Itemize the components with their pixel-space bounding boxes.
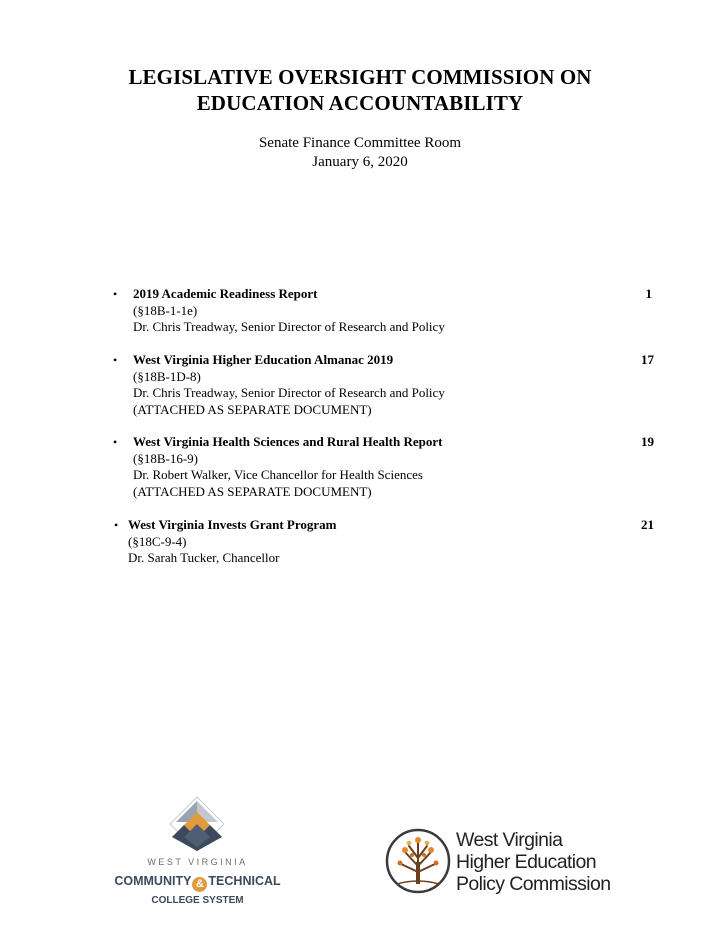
agenda-item-page: 19: [641, 434, 654, 449]
mountain-icon: [100, 795, 295, 855]
agenda-item-page: 21: [641, 517, 654, 532]
title-line-2: EDUCATION ACCOUNTABILITY: [196, 91, 524, 115]
hepc-line-3: Policy Commission: [456, 873, 611, 895]
ctcs-system: COLLEGE SYSTEM: [151, 895, 244, 906]
ctcs-logo: [100, 795, 295, 917]
agenda-item-statute: (§18B-1-1e): [133, 302, 198, 318]
ctcs-state: WEST VIRGINIA: [147, 857, 248, 867]
agenda-item-body: [133, 286, 445, 336]
agenda-item-body: [128, 517, 336, 567]
ctcs-technical: TECHNICAL: [208, 874, 281, 888]
title-line-1: LEGISLATIVE OVERSIGHT COMMISSION ON: [128, 65, 592, 89]
meeting-date: January 6, 2020: [312, 154, 408, 170]
agenda-item-presenter: Dr. Chris Treadway, Senior Director of Research and Policy: [133, 385, 445, 400]
agenda-item-title: West Virginia Invests Grant Program: [128, 517, 337, 532]
agenda-item-presenter: Dr. Robert Walker, Vice Chancellor for Health Sciences: [133, 467, 423, 482]
agenda-item-body: [133, 434, 442, 500]
agenda-item-statute: (§18B-16-9): [133, 450, 198, 466]
agenda-item-note: (ATTACHED AS SEPARATE DOCUMENT): [133, 483, 372, 499]
bullet-icon: •: [113, 287, 118, 301]
agenda-item-title: West Virginia Health Sciences and Rural Health Report: [133, 434, 443, 449]
bullet-icon: •: [113, 353, 118, 367]
bullet-icon: •: [113, 435, 118, 449]
meeting-info: [0, 134, 720, 172]
document-title: [0, 64, 720, 116]
agenda-item-note: (ATTACHED AS SEPARATE DOCUMENT): [133, 401, 372, 417]
agenda-item-presenter: Dr. Sarah Tucker, Chancellor: [128, 550, 280, 565]
hepc-logo: [385, 828, 635, 898]
hepc-name: [456, 829, 611, 895]
agenda-item-statute: (§18B-1D-8): [133, 368, 201, 384]
agenda-item-statute: (§18C-9-4): [128, 533, 187, 549]
agenda-item-page: 1: [645, 286, 652, 301]
agenda-item-presenter: Dr. Chris Treadway, Senior Director of Research and Policy: [133, 319, 445, 334]
agenda-item-title: West Virginia Higher Education Almanac 2019: [133, 352, 394, 367]
agenda-item-title: 2019 Academic Readiness Report: [133, 286, 318, 301]
ctcs-name: [100, 874, 295, 892]
hepc-line-2: Higher Education: [456, 851, 596, 873]
ampersand-icon: &: [192, 877, 207, 892]
bullet-icon: •: [114, 518, 119, 532]
meeting-location: Senate Finance Committee Room: [258, 135, 462, 151]
agenda-item-page: 17: [641, 352, 654, 367]
agenda-item-body: [133, 352, 445, 418]
tree-icon: [385, 828, 451, 894]
hepc-line-1: West Virginia: [456, 829, 563, 851]
ctcs-community: COMMUNITY: [114, 874, 192, 888]
